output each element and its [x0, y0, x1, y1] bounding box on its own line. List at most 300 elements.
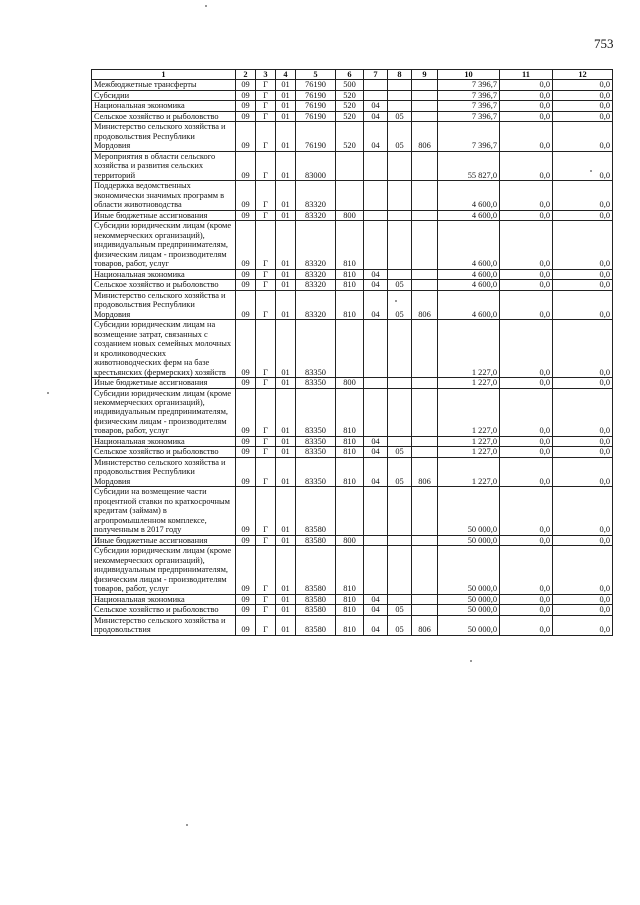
table-row	[92, 269, 613, 279]
column-header: 12	[553, 70, 613, 80]
subgroup-code: 01	[276, 80, 296, 90]
target-code: 83350	[296, 447, 336, 457]
group-code: Г	[256, 210, 276, 220]
column-header: 3	[256, 70, 276, 80]
expense-type	[336, 151, 364, 180]
target-code: 83000	[296, 151, 336, 180]
division-code: 04	[364, 122, 388, 151]
group-code: Г	[256, 320, 276, 378]
subdivision-code	[388, 269, 412, 279]
scan-speck	[47, 392, 49, 394]
row-label: Национальная экономика	[92, 436, 236, 446]
expense-type: 800	[336, 535, 364, 545]
amount-2020: 0,0	[553, 388, 613, 436]
section-code: 09	[236, 151, 256, 180]
target-code: 83580	[296, 615, 336, 635]
division-code: 04	[364, 605, 388, 615]
amount-2020: 0,0	[553, 269, 613, 279]
expense-type: 810	[336, 605, 364, 615]
target-code: 83320	[296, 221, 336, 269]
group-code: Г	[256, 280, 276, 290]
ministry-code	[412, 280, 438, 290]
scan-speck	[470, 660, 472, 662]
table-row	[92, 280, 613, 290]
subdivision-code: 05	[388, 111, 412, 121]
amount-2018: 4 600,0	[438, 181, 500, 210]
amount-2018: 4 600,0	[438, 210, 500, 220]
expense-type: 520	[336, 101, 364, 111]
expense-type	[336, 320, 364, 378]
subdivision-code	[388, 594, 412, 604]
table-row	[92, 101, 613, 111]
subgroup-code: 01	[276, 151, 296, 180]
row-label: Министерство сельского хозяйства и продовольствия	[92, 615, 236, 635]
section-code: 09	[236, 181, 256, 210]
subdivision-code	[388, 546, 412, 594]
amount-2018: 7 396,7	[438, 80, 500, 90]
ministry-code	[412, 388, 438, 436]
expense-type: 500	[336, 80, 364, 90]
group-code: Г	[256, 605, 276, 615]
subgroup-code: 01	[276, 101, 296, 111]
table-row	[92, 181, 613, 210]
group-code: Г	[256, 80, 276, 90]
subgroup-code: 01	[276, 447, 296, 457]
group-code: Г	[256, 151, 276, 180]
table-row	[92, 447, 613, 457]
row-label: Национальная экономика	[92, 101, 236, 111]
ministry-code	[412, 80, 438, 90]
amount-2020: 0,0	[553, 210, 613, 220]
section-code: 09	[236, 388, 256, 436]
row-label: Национальная экономика	[92, 594, 236, 604]
division-code	[364, 320, 388, 378]
amount-2020: 0,0	[553, 101, 613, 111]
target-code: 83350	[296, 436, 336, 446]
subdivision-code	[388, 378, 412, 388]
table-row	[92, 210, 613, 220]
row-label: Министерство сельского хозяйства и продовольствия Республики Мордовия	[92, 290, 236, 319]
target-code: 83580	[296, 535, 336, 545]
group-code: Г	[256, 388, 276, 436]
amount-2018: 1 227,0	[438, 436, 500, 446]
amount-2018: 50 000,0	[438, 605, 500, 615]
section-code: 09	[236, 221, 256, 269]
amount-2018: 4 600,0	[438, 269, 500, 279]
subgroup-code: 01	[276, 90, 296, 100]
amount-2020: 0,0	[553, 487, 613, 535]
amount-2019: 0,0	[500, 111, 553, 121]
section-code: 09	[236, 269, 256, 279]
amount-2019: 0,0	[500, 151, 553, 180]
amount-2020: 0,0	[553, 436, 613, 446]
table-row	[92, 378, 613, 388]
amount-2020: 0,0	[553, 181, 613, 210]
table-row	[92, 487, 613, 535]
amount-2018: 50 000,0	[438, 615, 500, 635]
section-code: 09	[236, 210, 256, 220]
division-code	[364, 535, 388, 545]
ministry-code: 806	[412, 457, 438, 486]
target-code: 83320	[296, 269, 336, 279]
subdivision-code	[388, 210, 412, 220]
amount-2018: 7 396,7	[438, 101, 500, 111]
division-code: 04	[364, 436, 388, 446]
amount-2019: 0,0	[500, 320, 553, 378]
ministry-code: 806	[412, 615, 438, 635]
section-code: 09	[236, 320, 256, 378]
group-code: Г	[256, 615, 276, 635]
row-label: Субсидии юридическим лицам на возмещение затрат, связанных с созданием новых семейных молочных и кролиководческих животноводческих ферм на базе крестьянских (фермерских) хозяйств	[92, 320, 236, 378]
subgroup-code: 01	[276, 221, 296, 269]
expense-type: 810	[336, 594, 364, 604]
division-code	[364, 151, 388, 180]
subgroup-code: 01	[276, 457, 296, 486]
amount-2020: 0,0	[553, 151, 613, 180]
amount-2020: 0,0	[553, 111, 613, 121]
column-header: 2	[236, 70, 256, 80]
page-number: 753	[594, 36, 614, 51]
subdivision-code	[388, 320, 412, 378]
group-code: Г	[256, 546, 276, 594]
target-code: 83320	[296, 280, 336, 290]
division-code: 04	[364, 101, 388, 111]
section-code: 09	[236, 90, 256, 100]
amount-2018: 7 396,7	[438, 111, 500, 121]
subdivision-code	[388, 80, 412, 90]
expense-type: 800	[336, 378, 364, 388]
amount-2020: 0,0	[553, 605, 613, 615]
ministry-code	[412, 447, 438, 457]
table-header-row	[92, 70, 613, 80]
group-code: Г	[256, 269, 276, 279]
section-code: 09	[236, 122, 256, 151]
amount-2019: 0,0	[500, 535, 553, 545]
table-row	[92, 615, 613, 635]
group-code: Г	[256, 122, 276, 151]
amount-2019: 0,0	[500, 181, 553, 210]
target-code: 83350	[296, 378, 336, 388]
amount-2019: 0,0	[500, 457, 553, 486]
expense-type	[336, 487, 364, 535]
amount-2018: 50 000,0	[438, 535, 500, 545]
column-header: 9	[412, 70, 438, 80]
expense-type: 810	[336, 436, 364, 446]
group-code: Г	[256, 111, 276, 121]
amount-2019: 0,0	[500, 378, 553, 388]
table-row	[92, 111, 613, 121]
row-label: Субсидии юридическим лицам (кроме некоммерческих организаций), индивидуальным предпринимателям, физическим лицам - производителям товаров, работ, услуг	[92, 388, 236, 436]
table-row	[92, 90, 613, 100]
expense-type: 810	[336, 457, 364, 486]
expense-type: 810	[336, 221, 364, 269]
subdivision-code: 05	[388, 122, 412, 151]
division-code: 04	[364, 269, 388, 279]
amount-2019: 0,0	[500, 280, 553, 290]
subgroup-code: 01	[276, 546, 296, 594]
subdivision-code	[388, 101, 412, 111]
ministry-code	[412, 546, 438, 594]
scan-speck	[590, 170, 592, 172]
amount-2018: 1 227,0	[438, 378, 500, 388]
amount-2019: 0,0	[500, 615, 553, 635]
ministry-code	[412, 535, 438, 545]
amount-2018: 55 827,0	[438, 151, 500, 180]
group-code: Г	[256, 101, 276, 111]
table-row	[92, 80, 613, 90]
amount-2020: 0,0	[553, 221, 613, 269]
table-row	[92, 151, 613, 180]
expense-type: 520	[336, 122, 364, 151]
subgroup-code: 01	[276, 269, 296, 279]
subgroup-code: 01	[276, 111, 296, 121]
ministry-code: 806	[412, 122, 438, 151]
ministry-code	[412, 181, 438, 210]
row-label: Межбюджетные трансферты	[92, 80, 236, 90]
group-code: Г	[256, 594, 276, 604]
subdivision-code	[388, 436, 412, 446]
ministry-code	[412, 111, 438, 121]
amount-2018: 4 600,0	[438, 221, 500, 269]
amount-2019: 0,0	[500, 221, 553, 269]
row-label: Субсидии юридическим лицам (кроме некоммерческих организаций), индивидуальным предпринимателям, физическим лицам - производителям товаров, работ, услуг	[92, 546, 236, 594]
column-header: 7	[364, 70, 388, 80]
subdivision-code: 05	[388, 290, 412, 319]
target-code: 83350	[296, 388, 336, 436]
target-code: 83580	[296, 605, 336, 615]
group-code: Г	[256, 535, 276, 545]
subdivision-code: 05	[388, 447, 412, 457]
table-row	[92, 457, 613, 486]
division-code	[364, 487, 388, 535]
target-code: 83320	[296, 181, 336, 210]
budget-table	[91, 69, 613, 636]
row-label: Министерство сельского хозяйства и продовольствия Республики Мордовия	[92, 122, 236, 151]
target-code: 83580	[296, 487, 336, 535]
section-code: 09	[236, 457, 256, 486]
amount-2019: 0,0	[500, 80, 553, 90]
target-code: 83350	[296, 320, 336, 378]
subdivision-code	[388, 221, 412, 269]
table-row	[92, 290, 613, 319]
group-code: Г	[256, 290, 276, 319]
subdivision-code	[388, 151, 412, 180]
expense-type: 520	[336, 111, 364, 121]
section-code: 09	[236, 447, 256, 457]
amount-2018: 4 600,0	[438, 290, 500, 319]
ministry-code	[412, 594, 438, 604]
target-code: 76190	[296, 90, 336, 100]
division-code	[364, 546, 388, 594]
subdivision-code: 05	[388, 615, 412, 635]
subgroup-code: 01	[276, 122, 296, 151]
row-label: Субсидии на возмещение части процентной ставки по краткосрочным кредитам (займам) в агропромышленном комплексе, полученным в 2017 году	[92, 487, 236, 535]
subgroup-code: 01	[276, 535, 296, 545]
section-code: 09	[236, 546, 256, 594]
subdivision-code: 05	[388, 280, 412, 290]
subdivision-code: 05	[388, 605, 412, 615]
group-code: Г	[256, 436, 276, 446]
amount-2020: 0,0	[553, 546, 613, 594]
group-code: Г	[256, 487, 276, 535]
scan-speck	[186, 824, 188, 826]
amount-2019: 0,0	[500, 447, 553, 457]
scan-speck	[395, 300, 397, 302]
division-code: 04	[364, 594, 388, 604]
amount-2019: 0,0	[500, 546, 553, 594]
expense-type: 800	[336, 210, 364, 220]
column-header: 5	[296, 70, 336, 80]
amount-2018: 50 000,0	[438, 546, 500, 594]
group-code: Г	[256, 378, 276, 388]
scan-speck	[205, 5, 207, 7]
subgroup-code: 01	[276, 615, 296, 635]
division-code	[364, 181, 388, 210]
column-header: 8	[388, 70, 412, 80]
group-code: Г	[256, 221, 276, 269]
target-code: 83320	[296, 290, 336, 319]
amount-2020: 0,0	[553, 447, 613, 457]
ministry-code	[412, 320, 438, 378]
table-row	[92, 436, 613, 446]
division-code: 04	[364, 290, 388, 319]
section-code: 09	[236, 605, 256, 615]
target-code: 83580	[296, 546, 336, 594]
subgroup-code: 01	[276, 210, 296, 220]
target-code: 76190	[296, 101, 336, 111]
table-row	[92, 320, 613, 378]
ministry-code	[412, 151, 438, 180]
amount-2018: 1 227,0	[438, 320, 500, 378]
subgroup-code: 01	[276, 181, 296, 210]
subgroup-code: 01	[276, 388, 296, 436]
amount-2018: 1 227,0	[438, 388, 500, 436]
amount-2020: 0,0	[553, 122, 613, 151]
subdivision-code	[388, 90, 412, 100]
amount-2018: 1 227,0	[438, 447, 500, 457]
amount-2020: 0,0	[553, 378, 613, 388]
amount-2020: 0,0	[553, 535, 613, 545]
ministry-code	[412, 487, 438, 535]
division-code	[364, 221, 388, 269]
amount-2020: 0,0	[553, 594, 613, 604]
section-code: 09	[236, 111, 256, 121]
expense-type: 810	[336, 280, 364, 290]
row-label: Поддержка ведомственных экономически значимых программ в области животноводства	[92, 181, 236, 210]
row-label: Сельское хозяйство и рыболовство	[92, 605, 236, 615]
division-code: 04	[364, 280, 388, 290]
column-header: 6	[336, 70, 364, 80]
table-row	[92, 546, 613, 594]
row-label: Иные бюджетные ассигнования	[92, 210, 236, 220]
amount-2019: 0,0	[500, 487, 553, 535]
target-code: 76190	[296, 80, 336, 90]
subgroup-code: 01	[276, 605, 296, 615]
ministry-code	[412, 436, 438, 446]
expense-type	[336, 181, 364, 210]
ministry-code	[412, 101, 438, 111]
division-code: 04	[364, 457, 388, 486]
table-row	[92, 594, 613, 604]
ministry-code	[412, 210, 438, 220]
amount-2020: 0,0	[553, 290, 613, 319]
row-label: Сельское хозяйство и рыболовство	[92, 280, 236, 290]
row-label: Субсидии юридическим лицам (кроме некоммерческих организаций), индивидуальным предпринимателям, физическим лицам - производителям товаров, работ, услуг	[92, 221, 236, 269]
expense-type: 810	[336, 269, 364, 279]
amount-2019: 0,0	[500, 210, 553, 220]
amount-2019: 0,0	[500, 388, 553, 436]
amount-2018: 7 396,7	[438, 122, 500, 151]
subdivision-code	[388, 181, 412, 210]
section-code: 09	[236, 436, 256, 446]
subgroup-code: 01	[276, 280, 296, 290]
subdivision-code	[388, 487, 412, 535]
row-label: Иные бюджетные ассигнования	[92, 535, 236, 545]
expense-type: 810	[336, 388, 364, 436]
column-header: 10	[438, 70, 500, 80]
amount-2020: 0,0	[553, 90, 613, 100]
amount-2019: 0,0	[500, 605, 553, 615]
amount-2020: 0,0	[553, 320, 613, 378]
section-code: 09	[236, 487, 256, 535]
target-code: 83320	[296, 210, 336, 220]
section-code: 09	[236, 615, 256, 635]
ministry-code	[412, 378, 438, 388]
row-label: Министерство сельского хозяйства и продовольствия Республики Мордовия	[92, 457, 236, 486]
amount-2019: 0,0	[500, 594, 553, 604]
amount-2018: 1 227,0	[438, 457, 500, 486]
subgroup-code: 01	[276, 487, 296, 535]
expense-type: 520	[336, 90, 364, 100]
ministry-code: 806	[412, 290, 438, 319]
amount-2018: 4 600,0	[438, 280, 500, 290]
division-code	[364, 210, 388, 220]
section-code: 09	[236, 101, 256, 111]
amount-2019: 0,0	[500, 436, 553, 446]
amount-2018: 50 000,0	[438, 594, 500, 604]
subdivision-code	[388, 388, 412, 436]
subdivision-code	[388, 535, 412, 545]
amount-2019: 0,0	[500, 269, 553, 279]
section-code: 09	[236, 594, 256, 604]
table-row	[92, 605, 613, 615]
amount-2018: 50 000,0	[438, 487, 500, 535]
group-code: Г	[256, 90, 276, 100]
column-header: 4	[276, 70, 296, 80]
section-code: 09	[236, 80, 256, 90]
table-row	[92, 221, 613, 269]
expense-type: 810	[336, 447, 364, 457]
ministry-code	[412, 221, 438, 269]
division-code	[364, 80, 388, 90]
division-code	[364, 388, 388, 436]
target-code: 76190	[296, 122, 336, 151]
ministry-code	[412, 269, 438, 279]
amount-2020: 0,0	[553, 457, 613, 486]
table-row	[92, 535, 613, 545]
ministry-code	[412, 605, 438, 615]
row-label: Мероприятия в области сельского хозяйства и развития сельских территорий	[92, 151, 236, 180]
section-code: 09	[236, 290, 256, 319]
subgroup-code: 01	[276, 320, 296, 378]
division-code: 04	[364, 615, 388, 635]
division-code	[364, 378, 388, 388]
table-row	[92, 122, 613, 151]
amount-2019: 0,0	[500, 290, 553, 319]
amount-2019: 0,0	[500, 122, 553, 151]
row-label: Сельское хозяйство и рыболовство	[92, 447, 236, 457]
amount-2018: 7 396,7	[438, 90, 500, 100]
